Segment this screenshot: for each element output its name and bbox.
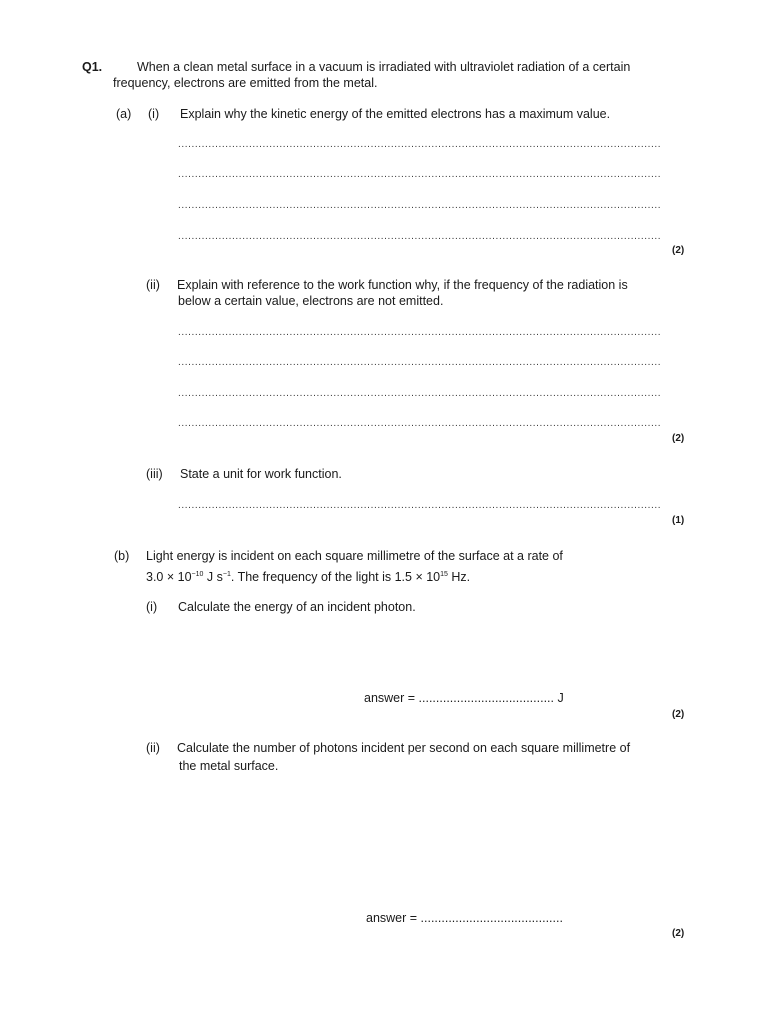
answer-line[interactable]: ............................................................................................................................................... (178, 169, 662, 180)
part-a-label: (a) (116, 107, 132, 121)
rate-unit-exponent: −1 (222, 571, 231, 578)
answer-line[interactable]: ............................................................................................................................................... (178, 139, 662, 150)
marks-b-ii: (2) (672, 928, 685, 939)
frequency-unit: Hz. (447, 570, 471, 584)
answer-line[interactable]: ............................................................................................................................................... (178, 200, 662, 211)
answer-line[interactable]: ............................................................................................................................................... (178, 231, 662, 242)
question-intro-line-1: When a clean metal surface in a vacuum is irradiated with ultraviolet radiation of a certain (137, 60, 631, 74)
question-number: Q1. (82, 60, 103, 74)
marks-b-i: (2) (672, 709, 685, 720)
part-b-ii-line-1: Calculate the number of photons incident per second on each square millimetre of (177, 741, 631, 755)
part-a-iii-label: (iii) (146, 467, 163, 481)
part-b-label: (b) (114, 549, 130, 563)
part-a-i-text: Explain why the kinetic energy of the emitted electrons has a maximum value. (180, 107, 611, 121)
part-a-ii-label: (ii) (146, 278, 160, 292)
part-a-iii-text: State a unit for work function. (180, 467, 342, 481)
marks-a-i: (2) (672, 245, 685, 256)
answer-line[interactable]: ............................................................................................................................................... (178, 327, 662, 338)
question-intro-line-2: frequency, electrons are emitted from the metal. (113, 76, 378, 90)
part-b-i-text: Calculate the energy of an incident photon. (178, 600, 416, 614)
rate-exponent: −10 (191, 571, 204, 578)
marks-a-iii: (1) (672, 515, 685, 526)
frequency-text: . The frequency of the light is 1.5 × 10 (230, 570, 441, 584)
part-b-line-1: Light energy is incident on each square millimetre of the surface at a rate of (146, 549, 563, 563)
part-b-line-2 (146, 571, 470, 584)
part-a-i-label: (i) (148, 107, 160, 121)
rate-unit: J s (203, 570, 223, 584)
part-a-ii-line-2: below a certain value, electrons are not emitted. (178, 294, 444, 308)
answer-field-b-i[interactable]: answer = ....................................... J (364, 691, 564, 705)
answer-field-b-ii[interactable]: answer = ......................................... (366, 911, 563, 925)
part-b-ii-label: (ii) (146, 741, 160, 755)
part-a-ii-line-1: Explain with reference to the work function why, if the frequency of the radiation is (177, 278, 628, 292)
answer-line[interactable]: ............................................................................................................................................... (178, 388, 662, 399)
part-b-ii-line-2: the metal surface. (179, 759, 279, 773)
rate-mantissa: 3.0 × 10 (146, 570, 192, 584)
answer-line[interactable]: ............................................................................................................................................... (178, 357, 662, 368)
marks-a-ii: (2) (672, 433, 685, 444)
frequency-exponent: 15 (440, 571, 448, 578)
answer-line[interactable]: ............................................................................................................................................... (178, 500, 662, 511)
answer-line[interactable]: ............................................................................................................................................... (178, 418, 662, 429)
part-b-i-label: (i) (146, 600, 158, 614)
